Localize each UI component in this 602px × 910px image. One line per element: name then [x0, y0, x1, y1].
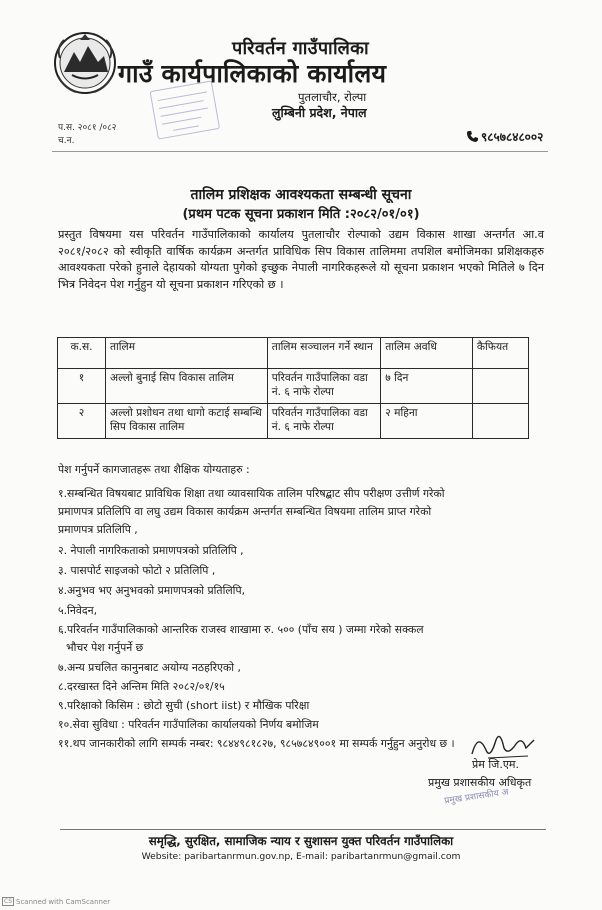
- requirements-heading: पेश गर्नुपर्ने कागजातहरू तथा शैक्षिक योग्यताहरु :: [58, 463, 250, 476]
- table-header-cell: क.स.: [58, 338, 106, 369]
- table-cell: अल्लो प्रशोधन तथा धागो कटाई सम्बन्धि सिप विकास तालिम: [106, 404, 268, 439]
- table-cell: [472, 369, 528, 404]
- requirement-item: १०.सेवा सुविधा : परिवर्तन गाउँपालिका कार्यालयको निर्णय बमोजिम: [58, 718, 319, 731]
- requirement-item: प्रमाणपत्र प्रतिलिपि ,: [58, 523, 138, 536]
- camscanner-badge: CS: [4, 898, 12, 905]
- table-cell: २: [58, 404, 106, 439]
- requirement-item: ५.निवेदन,: [58, 604, 97, 617]
- footer-slogan: समृद्धि, सुरक्षित, सामाजिक न्याय र सुशासन युक्त परिवर्तन गाउँपालिका: [148, 834, 454, 848]
- notice-subtitle: (प्रथम पटक सूचना प्रकाशन मिति :२०८२/०१/०१): [182, 207, 420, 222]
- table-cell: २ महिना: [381, 404, 473, 439]
- phone-block: [466, 128, 543, 145]
- notice-title: तालिम प्रशिक्षक आवश्यकता सम्बन्धी सूचना: [190, 187, 412, 203]
- table-header-cell: तालिम अवधि: [381, 338, 473, 369]
- address-line-2: लुम्बिनी प्रदेश, नेपाल: [272, 105, 367, 120]
- requirement-item: प्रमाणपत्र प्रतिलिपि वा लघु उद्यम विकास कार्यक्रम अन्तर्गत सम्बन्धित विषयमा तालिम प्राप्त गरेको: [58, 505, 432, 518]
- reference-block: [58, 122, 116, 148]
- requirement-item: भौचर पेश गर्नुपर्ने छ: [66, 641, 144, 654]
- requirement-item: ११.थप जानकारीको लागि सम्पर्क नम्बर: ९८४४९८१८२७, ९८५७८४९००१ मा सम्पर्क गर्नुहुन अनुरोध छ ।: [58, 737, 455, 750]
- table-header-row: [58, 338, 529, 369]
- table-cell: परिवर्तन गाउँपालिका वडा नं. ६ नाफे रोल्पा: [267, 369, 380, 404]
- notice-body: [58, 227, 544, 293]
- training-table: [57, 337, 529, 439]
- requirement-item: २. नेपाली नागरिकताको प्रमाणपत्रको प्रतिलिपि ,: [58, 544, 244, 557]
- table-cell: [472, 404, 528, 439]
- table-row: [58, 369, 529, 404]
- signatory-designation: प्रमुख प्रशासकीय अधिकृत: [428, 776, 532, 789]
- requirement-item: ९.परिक्षाको किसिम : छोटो सुची (short iist) र मौखिक परिक्षा: [58, 699, 310, 712]
- signature-stamp: प्रमुख प्रशासकीय अ: [443, 787, 510, 807]
- table-header-cell: तालिम: [106, 338, 268, 369]
- footer-contact: Website: paribartanrmun.gov.np, E-mail: paribartanrmun@gmail.com: [141, 851, 461, 862]
- table-row: [58, 404, 529, 439]
- table-header-cell: कैफियत: [472, 338, 528, 369]
- office-title: गाउँ कार्यपालिकाको कार्यालय: [118, 59, 387, 88]
- phone-number: ९८५७८४८००२: [481, 130, 544, 144]
- chalani-number: च.न.: [58, 136, 75, 146]
- table-header-cell: तालिम सञ्चालन गर्ने स्थान: [267, 338, 380, 369]
- scanner-watermark: [2, 897, 110, 906]
- camscanner-text: Scanned with CamScanner: [16, 897, 111, 906]
- requirement-item: ७.अन्य प्रचलित कानुनबाट अयोग्य नठहरिएको ,: [58, 661, 241, 674]
- table-cell: अल्लो बुनाई सिप विकास तालिम: [106, 369, 268, 404]
- requirement-item: १.सम्बन्धित विषयबाट प्राविधिक शिक्षा तथा व्यावसायिक तालिम परिषद्बाट सीप परीक्षण उत्तीर्ण गरेको: [58, 487, 445, 500]
- org-name-top: परिवर्तन गाउँपालिका: [232, 38, 369, 59]
- requirement-item: ४.अनुभव भए अनुभवको प्रमाणपत्रको प्रतिलिपि,: [58, 584, 246, 597]
- address-line-1: पुतलाचौर, रोल्पा: [298, 90, 367, 104]
- signatory-name: प्रेम जि.एम.: [472, 758, 519, 771]
- requirement-item: ८.दरखास्त दिने अन्तिम मिति २०८२/०१/१५: [58, 680, 225, 693]
- table-cell: १: [58, 369, 106, 404]
- table-cell: परिवर्तन गाउँपालिका वडा नं. ६ नाफे रोल्पा: [267, 404, 380, 439]
- notice-body-text: प्रस्तुत विषयमा यस परिवर्तन गाउँपालिकाको कार्यालय पुतलाचौर रोल्पाको उद्यम विकास शाखा अन्तर्गत आ.व २०८१/२०८२ को स्वीकृति वार्षिक कार्यक्रम अन्तर्गत प्राविधिक सिप विकास तालिममा तपशिल बमोजिमका प्रशिक्षकहरु आवश्यकता परेको हुनाले देहायको योग्यता पुगेको इच्छुक नेपाली नागरिकहरूले यो सूचना प्रकाशन भएको मितिले ७ दिन भित्र निवेदन पेश गर्नुहुन यो सूचना प्रकाशन गरिएको छ ।: [58, 228, 544, 291]
- requirement-item: ६.परिवर्तन गाउँपालिकाको आन्तरिक राजस्व शाखामा रु. ५०० (पाँच सय ) जम्मा गरेको सक्कल: [58, 623, 424, 636]
- requirement-item: ३. पासपोर्ट साइजको फोटो २ प्रतिलिपि ,: [58, 564, 216, 577]
- phone-icon: [466, 130, 479, 143]
- nepal-emblem-logo: [52, 30, 118, 96]
- table-cell: ७ दिन: [381, 369, 473, 404]
- patra-sankhya: प.स. २०८१ /०८२: [58, 123, 117, 133]
- header-divider: [52, 151, 548, 152]
- footer-divider: [60, 829, 546, 830]
